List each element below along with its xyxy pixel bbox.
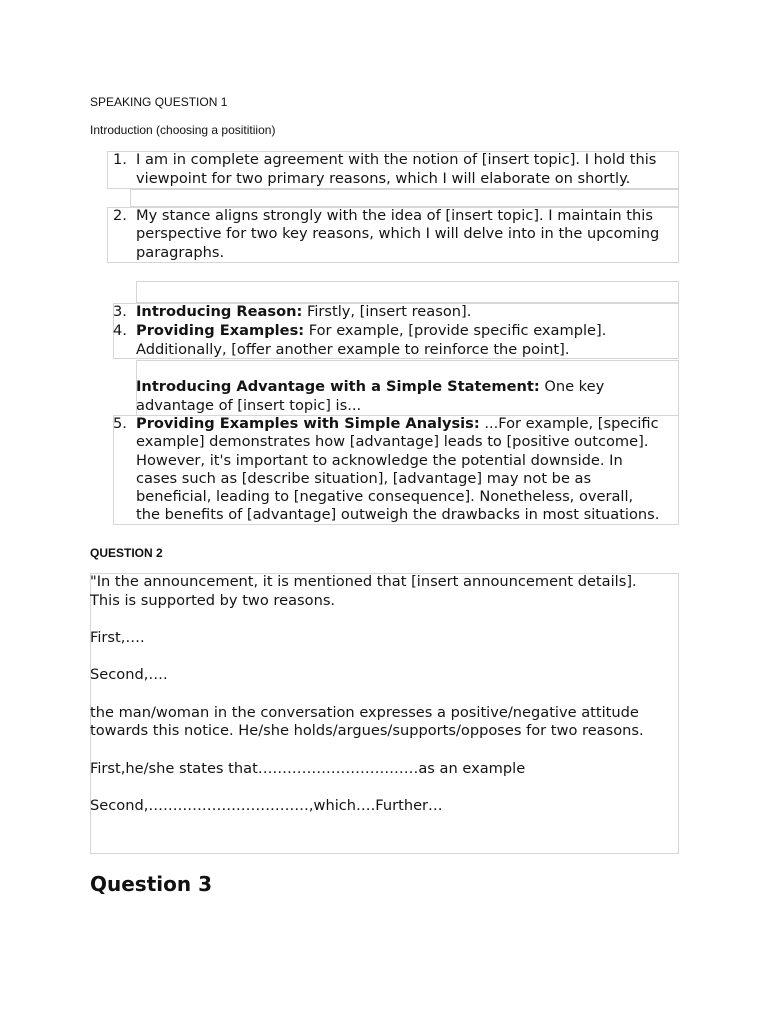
intro-label: Introduction (choosing a posititiion) — [90, 123, 276, 137]
item-3-bold: Introducing Reason: — [136, 303, 303, 320]
empty-box — [136, 281, 679, 303]
item-3-number: 3. — [113, 303, 127, 320]
page-title: SPEAKING QUESTION 1 — [90, 95, 228, 109]
advantage-line-1 — [136, 378, 604, 397]
advantage-text: One key — [539, 378, 605, 395]
item-5-line-1 — [136, 415, 659, 434]
item-4-bold: Providing Examples: — [136, 322, 305, 339]
q2-line: "In the announcement, it is mentioned that [insert announcement details]. — [90, 573, 637, 590]
q2-line: towards this notice. He/she holds/argues/supports/opposes for two reasons. — [90, 722, 644, 739]
q2-line: First,he/she states that……………………………as an example — [90, 760, 526, 777]
item-5-line-5: beneficial, leading to [negative consequence]. Nonetheless, overall, — [136, 488, 634, 505]
spacer-box — [130, 189, 679, 207]
item-2-line-1: My stance aligns strongly with the idea of [insert topic]. I maintain this — [136, 207, 653, 224]
item-5-bold: Providing Examples with Simple Analysis: — [136, 415, 480, 432]
item-2-line-2: perspective for two key reasons, which I will delve into in the upcoming — [136, 225, 660, 242]
q2-line: Second,……………………………,which….Further… — [90, 797, 443, 814]
q2-line: Second,…. — [90, 666, 168, 683]
q2-line: the man/woman in the conversation expresses a positive/negative attitude — [90, 704, 639, 721]
item-5-line-4: cases such as [describe situation], [advantage] may not be as — [136, 470, 592, 487]
item-5-number: 5. — [113, 415, 127, 432]
item-1-number: 1. — [113, 151, 127, 168]
q2-line: First,…. — [90, 629, 145, 646]
item-4-number: 4. — [113, 322, 127, 339]
advantage-bold: Introducing Advantage with a Simple Statement: — [136, 378, 540, 395]
item-4-line-2: Additionally, [offer another example to reinforce the point]. — [136, 341, 570, 358]
question-2-heading: QUESTION 2 — [90, 546, 163, 560]
item-5-line-3: However, it's important to acknowledge the potential downside. In — [136, 452, 623, 469]
item-3-line — [136, 303, 471, 322]
item-5-line-2: example] demonstrates how [advantage] leads to [positive outcome]. — [136, 433, 649, 450]
item-2-line-3: paragraphs. — [136, 244, 225, 261]
item-1-line-2: viewpoint for two primary reasons, which I will elaborate on shortly. — [136, 170, 631, 187]
q2-line: This is supported by two reasons. — [90, 592, 336, 609]
item-2-number: 2. — [113, 207, 127, 224]
advantage-line-2: advantage of [insert topic] is... — [136, 397, 362, 414]
item-4-line-1 — [136, 322, 606, 341]
item-5-line-6: the benefits of [advantage] outweigh the drawbacks in most situations. — [136, 506, 660, 523]
question-3-heading: Question 3 — [90, 872, 212, 896]
item-5-text: ...For example, [specific — [479, 415, 659, 432]
item-1-line-1: I am in complete agreement with the notion of [insert topic]. I hold this — [136, 151, 657, 168]
item-3-text: Firstly, [insert reason]. — [302, 303, 472, 320]
item-4-text: For example, [provide specific example]. — [304, 322, 607, 339]
